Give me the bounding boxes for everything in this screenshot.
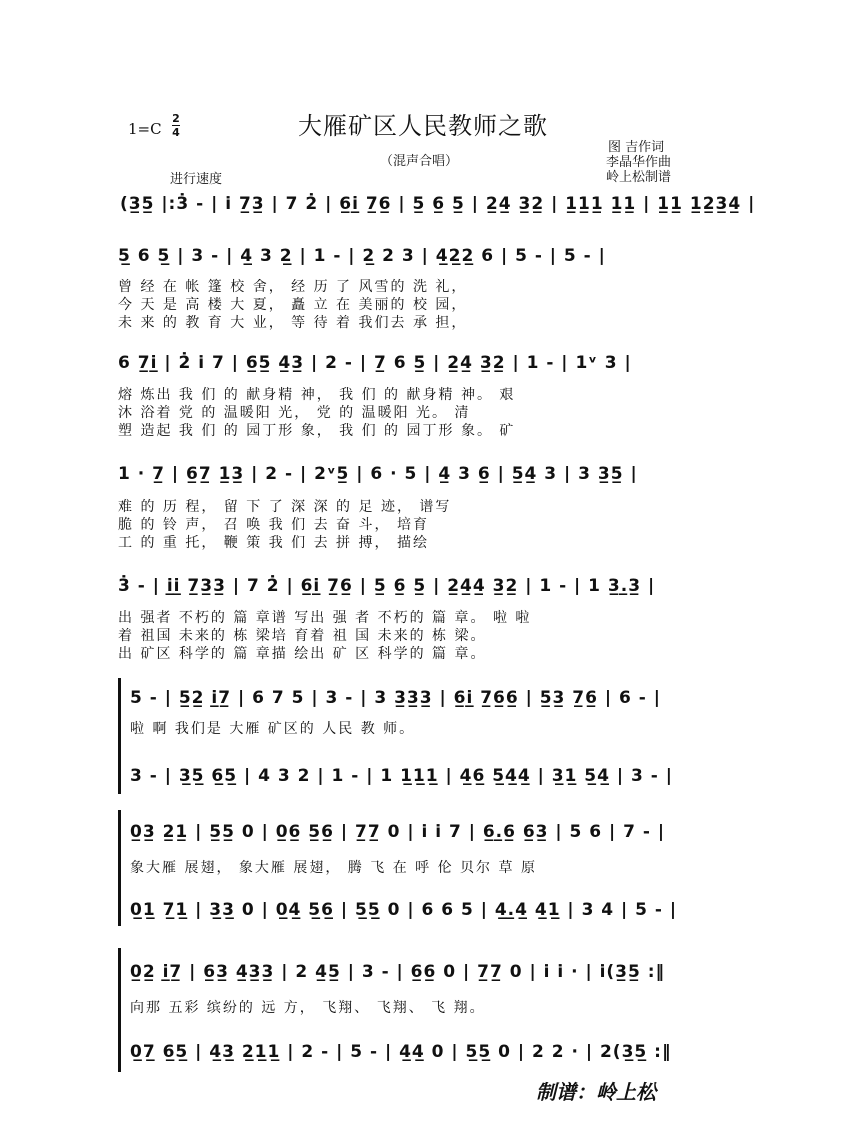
- lyric-line: 啦 啊 我们是 大雁 矿区的 人民 教 师。: [130, 721, 416, 737]
- lyric-line: 难 的 历 程， 留 下 了 深 深 的 足 迹， 谱写: [118, 499, 452, 515]
- notation-row-8: 0̲3̲ 2̲1̲ | 5̲5̲ 0 | 0̲6̲ 5̲6̲ | 7̲7̲ 0 | i̇ i̇ 7 | 6̲.̲6̲ 6̲3̲ | 5 6 | 7 - |: [130, 822, 666, 842]
- engraver-signature: 制谱：岭上松: [536, 1080, 656, 1104]
- lyric-line: 向那 五彩 缤纷的 远 方， 飞翔、 飞翔、 飞 翔。: [130, 1000, 486, 1016]
- tempo-marking: 进行速度: [170, 172, 223, 187]
- notation-row-5: 3̇ - | i̲i̲ 7̲3̲3̲ | 7 2̇ | 6̲i̲ 7̲6̲ | 5̲ 6̲ 5̲ | 2̲4̲4̲ 3̲2̲ | 1 - | 1 3̲.̲3̲ |: [118, 576, 656, 596]
- lyric-line: 熔 炼出 我 们 的 献身精 神， 我 们 的 献身精 神。 艰: [118, 387, 516, 403]
- notation-row-4: 1 · 7̲ | 6̲7̲ 1̲3̲ | 2 - | 2ᵛ5̲ | 6 · 5 | 4̲ 3 6̲ | 5̲4̲ 3 | 3 3̲5̲ |: [118, 464, 638, 484]
- lyric-line: 曾 经 在 帐 篷 校 舍， 经 历 了 风雪的 洗 礼，: [118, 279, 468, 295]
- lyric-line: 出 矿区 科学的 篇 章描 绘出 矿 区 科学的 篇 章。: [118, 646, 487, 662]
- notation-row-3: 6 7̲i̲ | 2̇ i̇ 7 | 6̲5̲ 4̲3̲ | 2 - | 7̲ 6 5̲ | 2̲4̲ 3̲2̲ | 1 - | 1ᵛ 3 |: [118, 353, 632, 373]
- lyric-line: 塑 造起 我 们 的 园丁形 象， 我 们 的 园丁形 象。 矿: [118, 423, 516, 439]
- notation-row-10: 0̲2̲ i̲7̲ | 6̲3̲ 4̲3̲3̲ | 2 4̲5̲ | 3 - | 6̲6̲ 0 | 7̲7̲ 0 | i̇ i̇ · | i̇(3̲5̲ :‖: [130, 962, 666, 982]
- key-signature: 1=C: [128, 120, 162, 138]
- lyricist-credit: 图 吉作词: [608, 140, 665, 155]
- lyric-line: 今 天 是 高 楼 大 夏， 矗 立 在 美丽的 校 园，: [118, 297, 468, 313]
- lyric-line: 象大雁 展翅， 象大雁 展翅， 腾 飞 在 呼 伦 贝尔 草 原: [130, 860, 537, 876]
- notation-row-7: 3 - | 3̲5̲ 6̲5̲ | 4 3 2 | 1 - | 1 1̲1̲1̲ | 4̲6̲ 5̲4̲4̲ | 3̲1̲ 5̲4̲ | 3 - |: [130, 766, 673, 786]
- notation-row-9: 0̲1̲ 7̲1̲ | 3̲3̲ 0 | 0̲4̲ 5̲6̲ | 5̲5̲ 0 | 6 6 5 | 4̲.̲4̲ 4̲1̲ | 3 4 | 5 - |: [130, 900, 678, 920]
- lyric-line: 沐 浴着 党 的 温暖阳 光， 党 的 温暖阳 光。 清: [118, 405, 471, 421]
- system-bracket: [118, 948, 125, 1072]
- subtitle: （混声合唱）: [380, 154, 459, 169]
- composer-credit: 李晶华作曲: [606, 155, 672, 170]
- lyric-line: 工 的 重 托， 鞭 策 我 们 去 拼 搏， 描绘: [118, 535, 429, 551]
- lyric-line: 出 强者 不朽的 篇 章谱 写出 强 者 不朽的 篇 章。 啦 啦: [118, 610, 532, 626]
- lyric-line: 未 来 的 教 育 大 业， 等 待 着 我们去 承 担，: [118, 315, 468, 331]
- page-title: 大雁矿区人民教师之歌: [298, 112, 548, 140]
- notation-row-1: (3̲5̲ |:3̇ - | i̇ 7̲3̲ | 7 2̇ | 6̲i̲ 7̲6̲ | 5̲ 6̲ 5̲ | 2̲4̲ 3̲2̲ | 1̲1̲1̲ 1̲1̲ | 1̲1̲ 1̲2̲3̲4̲ |: [120, 194, 756, 214]
- system-bracket: [118, 810, 125, 926]
- system-bracket: [118, 678, 125, 794]
- time-signature: 2 4: [172, 112, 180, 139]
- notation-row-2: 5̲ 6 5̲ | 3 - | 4̲ 3 2̲ | 1 - | 2̲ 2 3 | 4̲2̲2̲ 6 | 5 - | 5 - |: [118, 246, 606, 266]
- notation-row-6: 5 - | 5̲2̲ i̲7̲ | 6 7 5 | 3 - | 3 3̲3̲3̲ | 6̲i̲ 7̲6̲6̲ | 5̲3̲ 7̲6̲ | 6 - |: [130, 688, 661, 708]
- engraver-credit: 岭上松制谱: [606, 170, 672, 185]
- notation-row-11: 0̲7̲ 6̲5̲ | 4̲3̲ 2̲1̲1̲ | 2 - | 5 - | 4̲4̲ 0 | 5̲5̲ 0 | 2 2 · | 2(3̲5̲ :‖: [130, 1042, 672, 1062]
- lyric-line: 着 祖国 未来的 栋 梁培 育着 祖 国 未来的 栋 梁。: [118, 628, 487, 644]
- lyric-line: 脆 的 铃 声， 召 唤 我 们 去 奋 斗， 培育: [118, 517, 429, 533]
